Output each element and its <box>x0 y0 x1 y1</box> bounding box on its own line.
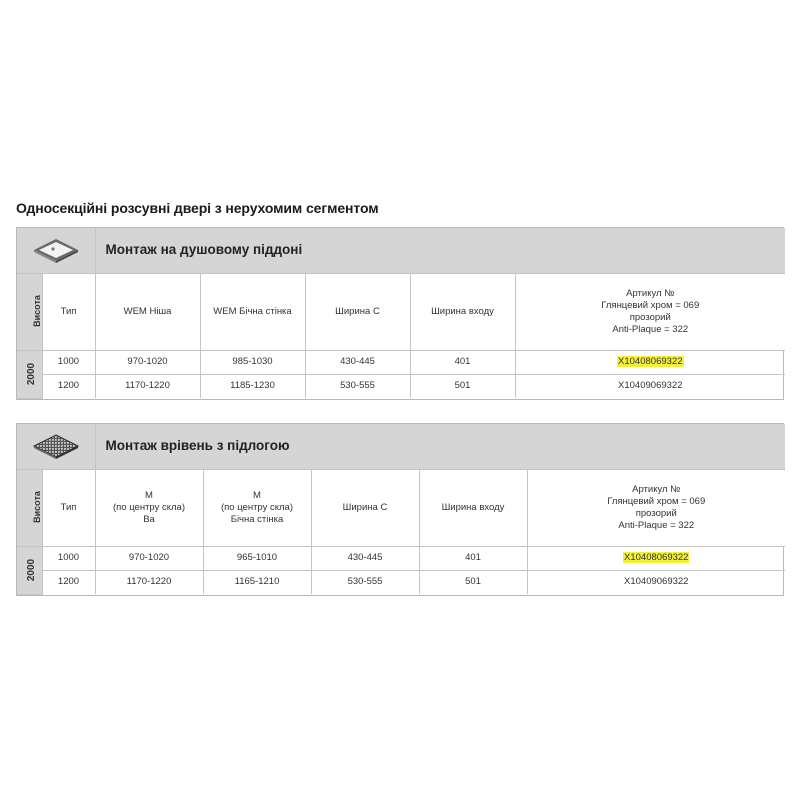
column-header-article: Артикул № Глянцевий хром = 069 прозорий Anti-Plaque = 322 <box>527 469 785 546</box>
cell-article <box>515 350 785 374</box>
column-header-wem-side-wall: WEM Бічна стінка <box>200 273 305 350</box>
cell-entry-width: 501 <box>410 374 515 398</box>
spec-table-floor-level <box>16 423 784 596</box>
height-value: 2000 <box>17 546 42 594</box>
spec-table-tray <box>16 227 784 400</box>
highlighted-article: X10408069322 <box>624 552 689 563</box>
cell-type: 1200 <box>42 374 95 398</box>
height-column-header: Висота <box>17 273 42 350</box>
height-column-header: Висота <box>17 469 42 546</box>
cell-entry-width: 501 <box>419 570 527 594</box>
table-row <box>17 546 785 570</box>
cell-col2: 1170-1220 <box>95 374 200 398</box>
cell-width-c: 530-555 <box>311 570 419 594</box>
cell-col3: 985-1030 <box>200 350 305 374</box>
table-row <box>17 350 785 374</box>
cell-width-c: 530-555 <box>305 374 410 398</box>
height-value: 2000 <box>17 350 42 398</box>
cell-article: X10409069322 <box>527 570 785 594</box>
floor-level-drain-icon <box>17 424 95 469</box>
column-header-width-c: Ширина С <box>305 273 410 350</box>
column-header-type: Тип <box>42 469 95 546</box>
column-header-entry-width: Ширина входу <box>410 273 515 350</box>
cell-col2: 970-1020 <box>95 546 203 570</box>
table-heading: Монтаж на душовому піддоні <box>95 228 785 273</box>
cell-type: 1000 <box>42 350 95 374</box>
column-header-article: Артикул № Глянцевий хром = 069 прозорий Anti-Plaque = 322 <box>515 273 785 350</box>
cell-entry-width: 401 <box>410 350 515 374</box>
table-row <box>17 570 785 594</box>
cell-article: X10409069322 <box>515 374 785 398</box>
cell-article <box>527 546 785 570</box>
highlighted-article: X10408069322 <box>618 356 683 367</box>
column-header-wem-niche: WEM Ніша <box>95 273 200 350</box>
cell-col3: 1165-1210 <box>203 570 311 594</box>
cell-type: 1200 <box>42 570 95 594</box>
table-heading: Монтаж врівень з підлогою <box>95 424 785 469</box>
column-header-type: Тип <box>42 273 95 350</box>
cell-col3: 1185-1230 <box>200 374 305 398</box>
cell-width-c: 430-445 <box>311 546 419 570</box>
shower-tray-icon <box>17 228 95 273</box>
page-title: Односекційні розсувні двері з нерухомим сегментом <box>16 200 379 216</box>
table-row <box>17 374 785 398</box>
cell-col3: 965-1010 <box>203 546 311 570</box>
cell-entry-width: 401 <box>419 546 527 570</box>
cell-width-c: 430-445 <box>305 350 410 374</box>
cell-col2: 970-1020 <box>95 350 200 374</box>
cell-type: 1000 <box>42 546 95 570</box>
column-header-entry-width: Ширина входу <box>419 469 527 546</box>
column-header-width-c: Ширина С <box>311 469 419 546</box>
column-header-m-ba: M (по центру скла) Ba <box>95 469 203 546</box>
cell-col2: 1170-1220 <box>95 570 203 594</box>
column-header-m-side-wall: M (по центру скла) Бічна стінка <box>203 469 311 546</box>
